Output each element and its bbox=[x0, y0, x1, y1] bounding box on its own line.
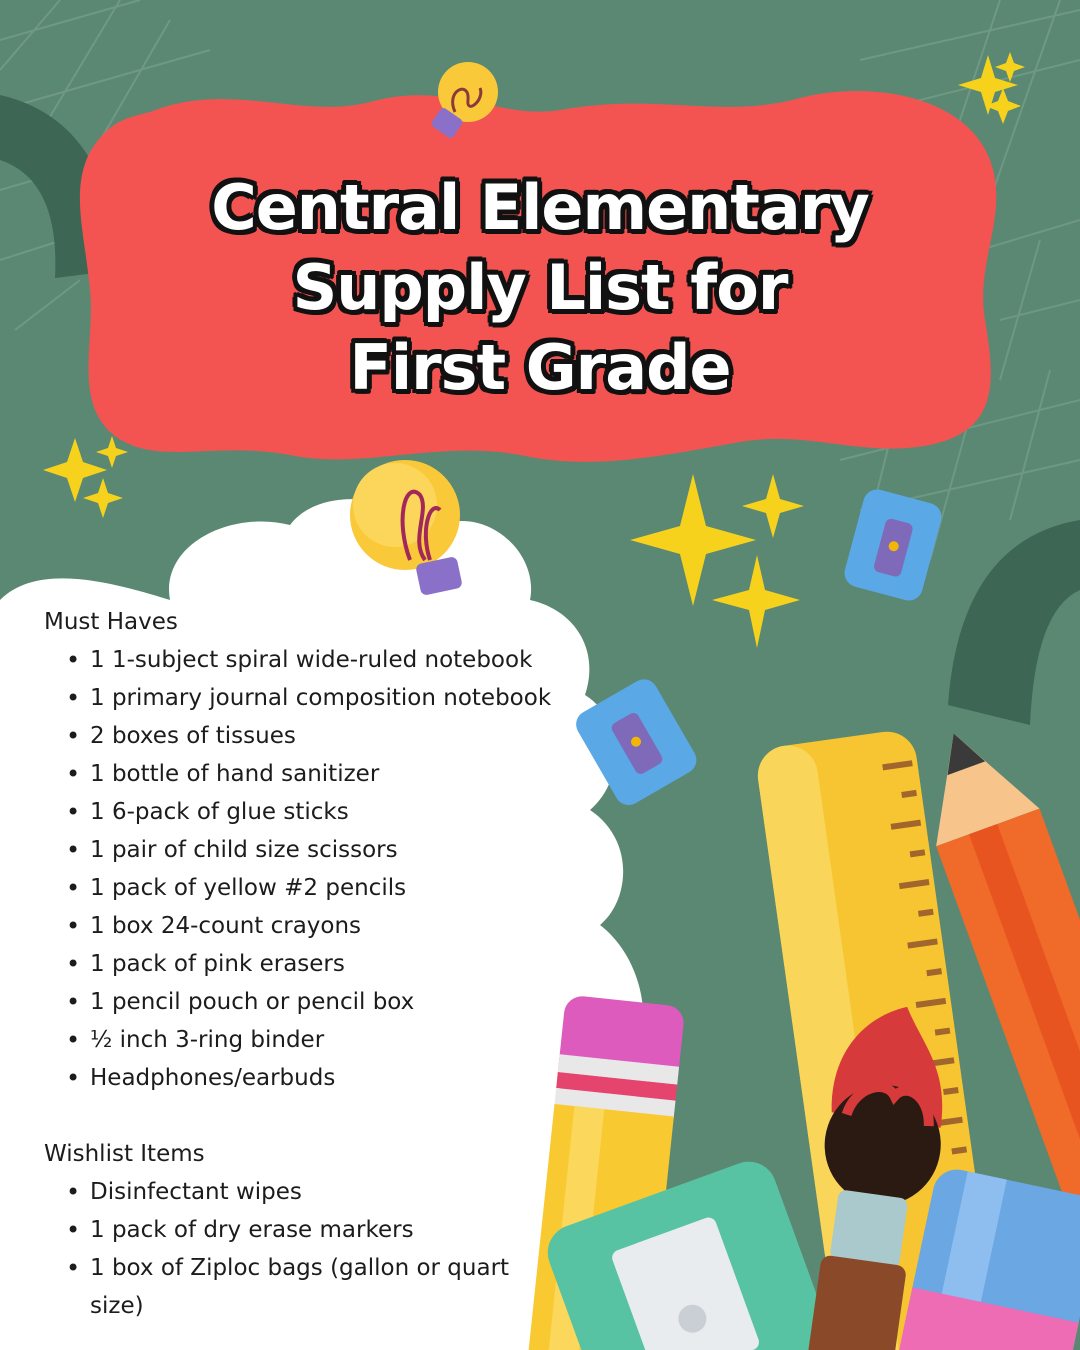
list-item: • 1 bottle of hand sanitizer bbox=[90, 755, 564, 793]
page-title bbox=[150, 168, 930, 408]
list-item: • 2 boxes of tissues bbox=[90, 717, 564, 755]
list-item: • 1 pencil pouch or pencil box bbox=[90, 983, 564, 1021]
supply-list bbox=[44, 603, 564, 1325]
list-item: • 1 box 24-count crayons bbox=[90, 907, 564, 945]
list-item: • 1 pair of child size scissors bbox=[90, 831, 564, 869]
list-item: • 1 6-pack of glue sticks bbox=[90, 793, 564, 831]
list-item: • ½ inch 3-ring binder bbox=[90, 1021, 564, 1059]
list-item: • 1 pack of dry erase markers bbox=[90, 1211, 510, 1249]
title-line-1: Central Elementary bbox=[211, 171, 869, 244]
title-line-3: First Grade bbox=[349, 331, 731, 404]
must-haves-list bbox=[44, 641, 564, 1097]
list-item: • 1 primary journal composition notebook bbox=[90, 679, 564, 717]
list-item: • Disinfectant wipes bbox=[90, 1173, 510, 1211]
wishlist-list bbox=[44, 1173, 510, 1325]
must-haves-heading: Must Haves bbox=[44, 609, 178, 635]
list-item: • 1 pack of pink erasers bbox=[90, 945, 564, 983]
list-item: • Headphones/earbuds bbox=[90, 1059, 564, 1097]
title-line-2: Supply List for bbox=[292, 251, 788, 324]
wishlist-heading: Wishlist Items bbox=[44, 1141, 205, 1167]
list-item: • 1 box of Ziploc bags (gallon or quart size) bbox=[90, 1249, 510, 1325]
list-item: • 1 1-subject spiral wide-ruled notebook bbox=[90, 641, 564, 679]
list-item: • 1 pack of yellow #2 pencils bbox=[90, 869, 564, 907]
